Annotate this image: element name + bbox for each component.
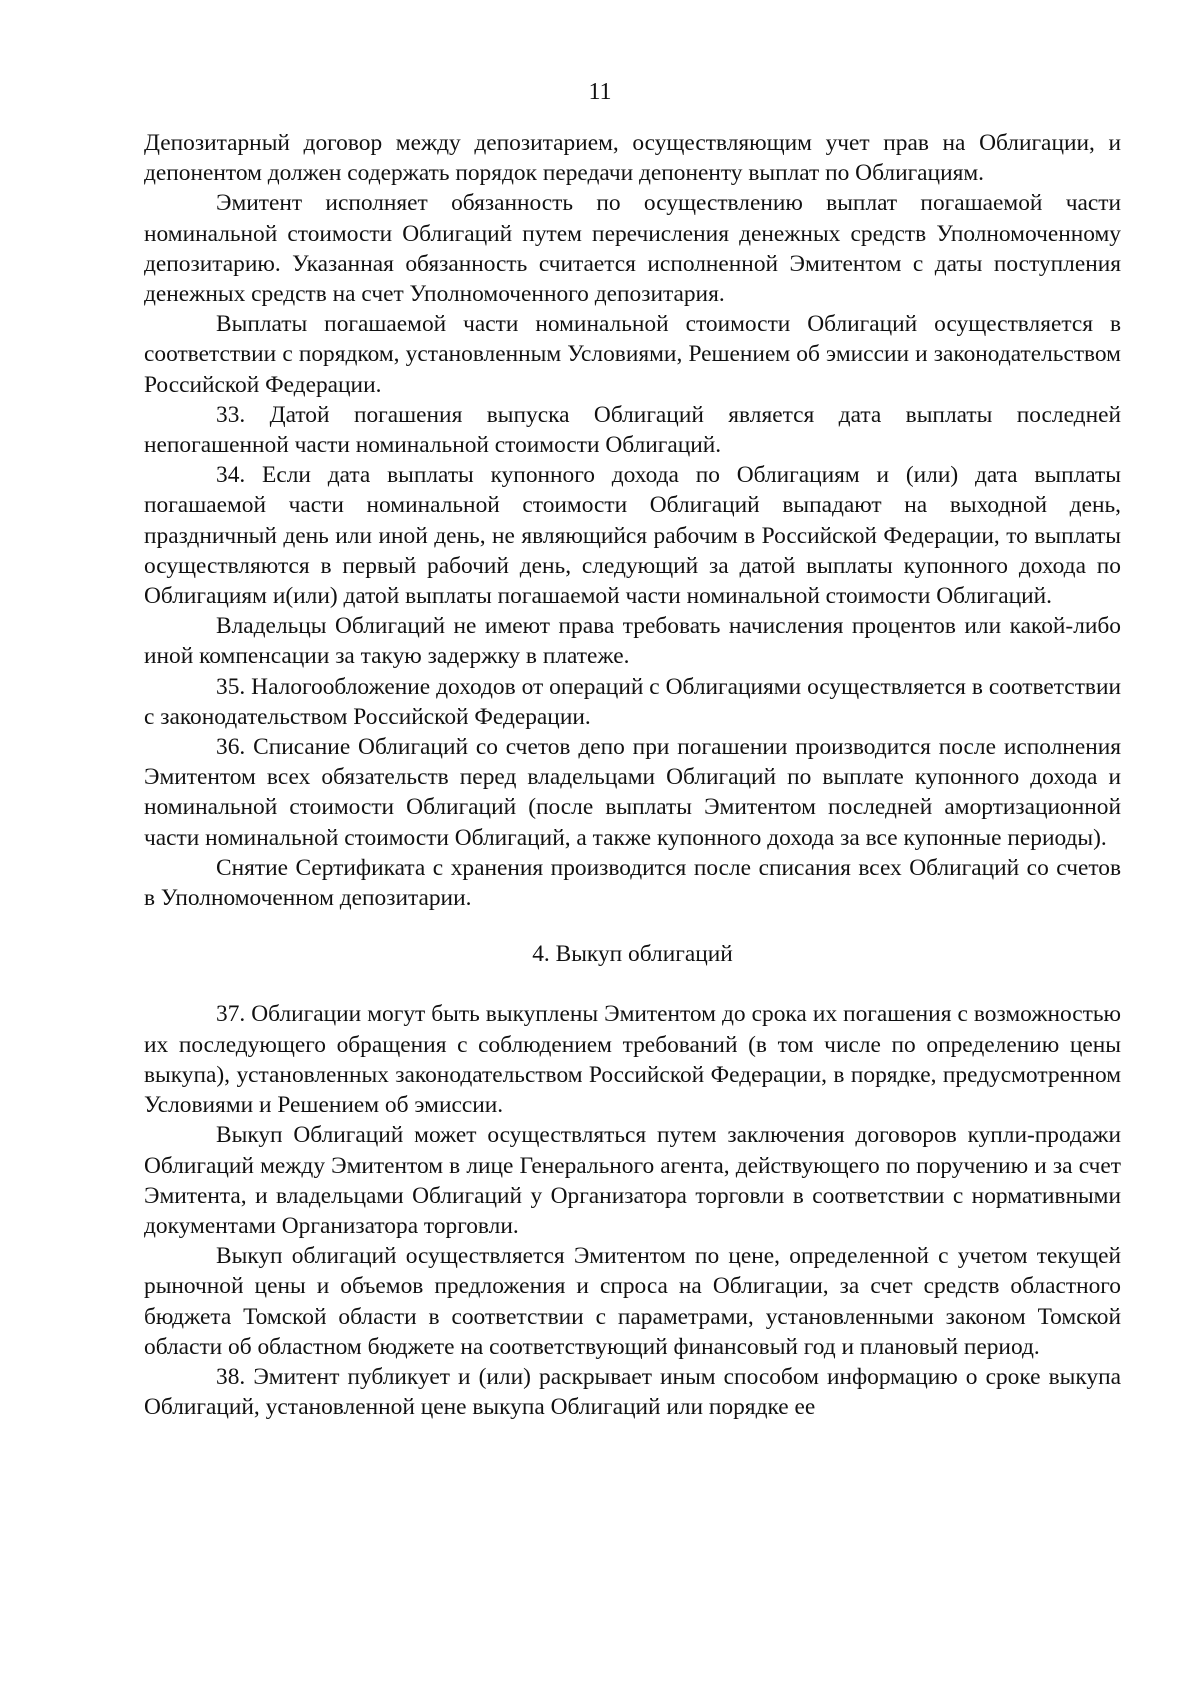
paragraph-35-taxation: 35. Налогообложение доходов от операций с Облигациями осуществляется в соответствии с законодательством Российской Федерации. — [144, 673, 1121, 730]
paragraph-36-write-off: 36. Списание Облигаций со счетов депо при погашении производится после исполнения Эмитентом всех обязательств перед владельцами Облигаций по выплате купонного дохода и номинальной стоимости Облигаций (после выплаты Эмитентом последней амортизационной части номинальной стоимости Облигаций, а также купонного дохода за все купонные периоды). — [144, 734, 1121, 851]
paragraph-38-disclosure: 38. Эмитент публикует и (или) раскрывает иным способом информацию о сроке выкупа Облигаций, установленной цене выкупа Облигаций или порядке ее — [144, 1363, 1121, 1421]
paragraph-certificate-removal: Снятие Сертификата с хранения производится после списания всех Облигаций со счетов в Уполномоченном депозитарии. — [144, 854, 1121, 912]
section-heading-buyback: 4. Выкуп облигаций — [532, 941, 733, 968]
paragraph-payments-procedure: Выплаты погашаемой части номинальной стоимости Облигаций осуществляется в соответствии с порядком, установленным Условиями, Решением об эмиссии и законодательством Российской Федерации. — [144, 311, 1121, 398]
paragraph-no-interest-for-delay: Владельцы Облигаций не имеют права требовать начисления процентов или какой-либо иной компенсации за такую задержку в платеже. — [144, 613, 1121, 670]
page-number: 11 — [588, 79, 612, 105]
paragraph-depository-agreement: Депозитарный договор между депозитарием, осуществляющим учет прав на Облигации, и депонентом должен содержать порядок передачи депоненту выплат по Облигациям. — [144, 130, 1121, 187]
paragraph-issuer-obligation: Эмитент исполняет обязанность по осуществлению выплат погашаемой части номинальной стоимости Облигаций путем перечисления денежных средств Уполномоченному депозитарию. Указанная обязанность считается исполненной Эмитентом с даты поступления денежных средств на счет Уполномоченного депозитария. — [144, 190, 1121, 308]
document-body — [144, 128, 1121, 1422]
paragraph-37-buyback: 37. Облигации могут быть выкуплены Эмитентом до срока их погашения с возможностью их последующего обращения с соблюдением требований (в том числе по определению цены выкупа), установленных законодательством Российской Федерации, в порядке, предусмотренном Условиями и Решением об эмиссии. — [144, 1001, 1121, 1119]
paragraph-buyback-contracts: Выкуп Облигаций может осуществляться путем заключения договоров купли-продажи Облигаций между Эмитентом в лице Генерального агента, действующего по поручению и за счет Эмитента, и владельцами Облигаций у Организатора торговли в соответствии с нормативными документами Организатора торговли. — [144, 1122, 1121, 1239]
paragraph-33-redemption-date: 33. Датой погашения выпуска Облигаций является дата выплаты последней непогашенной части номинальной стоимости Облигаций. — [144, 401, 1121, 459]
paragraph-buyback-price: Выкуп облигаций осуществляется Эмитентом по цене, определенной с учетом текущей рыночной цены и объемов предложения и спроса на Облигации, за счет средств областного бюджета Томской области в соответствии с параметрами, установленными законом Томской области об областном бюджете на соответствующий финансовый год и плановый период. — [144, 1243, 1121, 1360]
paragraph-34-holiday-payments: 34. Если дата выплаты купонного дохода по Облигациям и (или) дата выплаты погашаемой части номинальной стоимости Облигаций выпадают на выходной день, праздничный день или иной день, не являющийся рабочим в Российской Федерации, то выплаты осуществляются в первый рабочий день, следующий за датой выплаты купонного дохода по Облигациям и(или) датой выплаты погашаемой части номинальной стоимости Облигаций. — [144, 462, 1121, 610]
